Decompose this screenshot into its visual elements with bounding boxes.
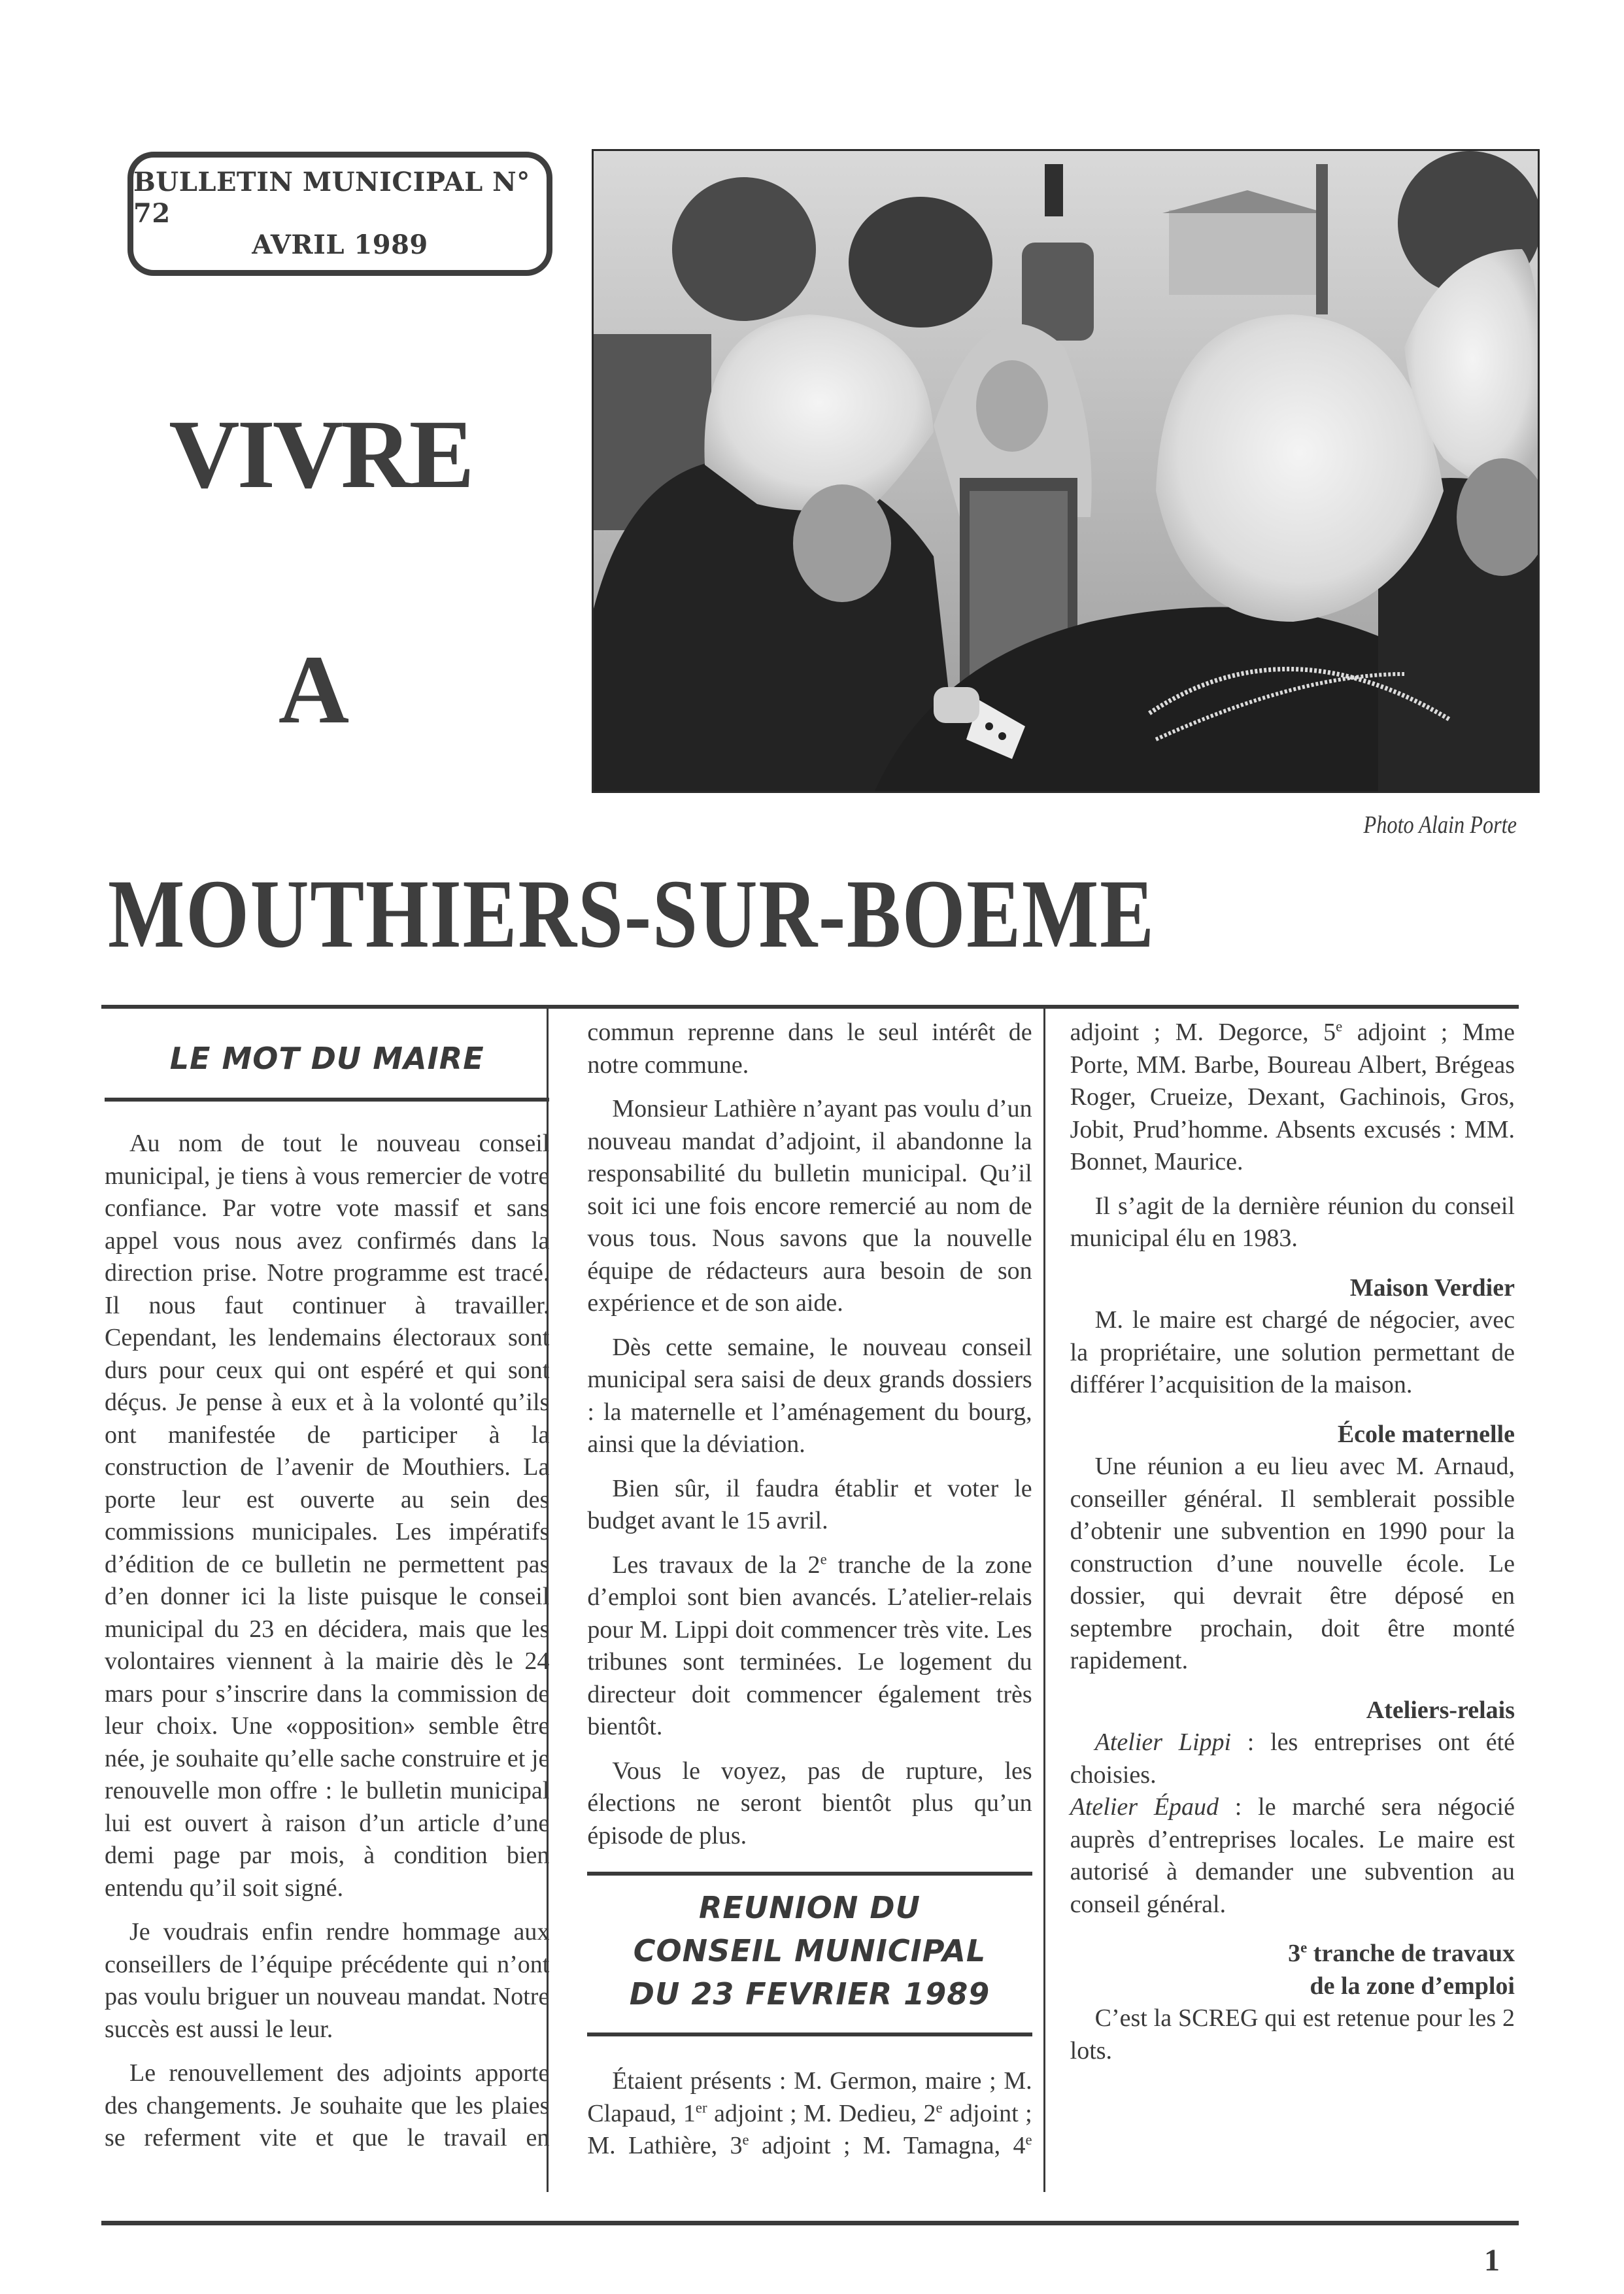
bulletin-issue-box <box>127 152 552 276</box>
top-rule <box>101 1005 1519 1009</box>
article-paragraph <box>1070 1791 1515 1921</box>
superscript: e <box>1336 1018 1343 1035</box>
text-run: 3 <box>1288 1940 1301 1967</box>
superscript: e <box>742 2131 749 2148</box>
text-run: : les entreprises ont été choisies. <box>1070 1729 1515 1789</box>
reunion-header <box>587 1872 1032 2036</box>
reunion-title <box>587 1876 1032 2033</box>
superscript: e <box>1025 2131 1032 2148</box>
article-paragraph: Monsieur Lathière n’ayant pas voulu d’un nouveau mandat d’adjoint, il abandonne la responsabilité du bulletin municipal. Qu’il soit ici une fois encore remercié au nom de vous tous. Nous savons que la nouvelle équipe de rédacteurs aura besoin de son expérience et de son aide. <box>587 1095 1032 1317</box>
text-run: de la zone d’emploi <box>1310 1972 1515 2000</box>
article-paragraph: Au nom de tout le nouveau conseil municipal, je tiens à vous remercier de votre confiance. Par votre vote massif et sans appel vous nous avez confirmés dans la direction prise. Notre programme est tracé. Il nous faut continuer à travailler. Cependant, les lendemains électoraux sont durs pour ceux qui ont espéré et qui sont déçus. Je pense à eux et à la volonté qu’ils ont manifestée de participer à la construction de l’avenir de Mouthiers. La porte leur est ouverte au sein des commissions municipales. Les impératifs d’édition de ce bulletin ne permettent pas d’en donner ici la liste puisque le conseil municipal du 23 en décidera, mais que les volontaires viennent à la mairie dès le 24 mars pour s’inscrire dans la commission de leur choix. Une «opposition» semble être née, je souhaite qu’elle sache construire et je renouvelle mon offre : le bulletin municipal lui est ouvert à raison d’un article d’une demi page par mois, à condition bien entendu qu’il soit signé. <box>105 1130 550 1902</box>
article-paragraph <box>1070 1727 1515 1791</box>
article-paragraph: Vous le voyez, pas de rupture, les élections ne seront bientôt plus qu’un épisode de plus. <box>587 1757 1032 1849</box>
headline-town-name: MOUTHIERS-SUR-BOEME <box>108 860 1155 968</box>
photo-credit: Photo Alain Porte <box>1363 811 1517 839</box>
article-paragraph: M. le maire est chargé de négocier, avec la propriétaire, une solution permettant de différer l’acquisition de la maison. <box>1070 1306 1515 1398</box>
headline-word-vivre: VIVRE <box>169 400 472 509</box>
page-number: 1 <box>1484 2243 1500 2278</box>
reunion-title-line: DU 23 FEVRIER 1989 <box>629 1976 990 2012</box>
article-paragraph: Bien sûr, il faudra établir et voter le budget avant le 15 avril. <box>587 1474 1032 1534</box>
bulletin-number: BULLETIN MUNICIPAL N° 72 <box>133 167 530 229</box>
text-run: adjoint ; M. Lathière, 3 <box>587 2099 1032 2159</box>
atelier-label: Atelier Épaud <box>1070 1793 1219 1821</box>
superscript: e <box>820 1550 827 1567</box>
superscript: e <box>936 2099 943 2116</box>
bulletin-date: AVRIL 1989 <box>252 229 428 260</box>
mot-du-maire-header <box>105 1031 549 1102</box>
bottom-rule <box>101 2221 1519 2225</box>
text-run: adjoint ; M. Degorce, 5 <box>1070 1019 1336 1046</box>
text-run: adjoint ; M. Dedieu, 2 <box>707 2099 936 2127</box>
reunion-title-line: CONSEIL MUNICIPAL <box>633 1933 987 1968</box>
subhead-ecole-maternelle: École maternelle <box>1337 1420 1515 1448</box>
article-paragraph: Une réunion a eu lieu avec M. Arnaud, conseiller général. Il semblerait possible d’obtenir une subvention en 1990 pour la construction d’une nouvelle école. Le dossier, qui devrait être déposé en septembre prochain, doit être monté rapidement. <box>1070 1453 1515 1674</box>
article-paragraph: Il s’agit de la dernière réunion du conseil municipal élu en 1983. <box>1070 1192 1515 1252</box>
article-columns <box>105 1017 1515 2187</box>
article-paragraph: Je voudrais enfin rendre hommage aux conseillers de l’équipe précédente qui n’ont pas voulu briguer un nouveau mandat. Notre succès est aussi le leur. <box>105 1918 550 2043</box>
superscript: e <box>1300 1939 1308 1956</box>
section-rule <box>587 2033 1032 2036</box>
article-paragraph <box>587 1549 1032 1744</box>
text-run: Les travaux de la 2 <box>612 1551 820 1579</box>
subhead-ateliers-relais: Ateliers-relais <box>1366 1696 1515 1724</box>
article-paragraph: Le renouvellement des adjoints apporte des changements. Je souhaite que les plaies se referment vite et que le travail en commun reprenne dans le seul intérêt de notre commune. <box>105 1019 1032 2151</box>
text-run: adjoint ; Mme Porte, MM. Barbe, Boureau Albert, Brégeas Roger, Crueize, Dexant, Gachinois, Gros, Jobit, Prud’homme. Absents excusés : MM. Bonnet, Maurice. <box>1070 1019 1515 1175</box>
text-run: Étaient présents : M. Germon, maire ; M. Clapaud, 1 <box>587 2067 1032 2127</box>
reunion-title-line: REUNION DU <box>699 1890 921 1925</box>
text-run: tranche de la zone d’emploi sont bien avancés. L’atelier-relais pour M. Lippi doit commencer très vite. Les tribunes sont terminées. Le logement du directeur doit commencer également très bientôt. <box>587 1551 1032 1740</box>
text-run: adjoint ; M. Tamagna, 4 <box>749 2132 1026 2159</box>
section-rule <box>105 1098 549 1102</box>
subhead-maison-verdier: Maison Verdier <box>1349 1274 1515 1302</box>
subhead-tranche-travaux <box>1070 1938 1515 2002</box>
photo-image <box>594 151 1538 791</box>
article-paragraph: C’est la SCREG qui est retenue pour les 2 lots. <box>1070 2004 1515 2065</box>
text-run: : le marché sera négocié auprès d’entreprises locales. Le maire est autorisé à demander une subvention au conseil général. <box>1070 1793 1515 1918</box>
article-paragraph: Dès cette semaine, le nouveau conseil municipal sera saisi de deux grands dossiers : la maternelle et l’aménagement du bourg, ainsi que la déviation. <box>587 1333 1032 1458</box>
text-run: tranche de travaux <box>1307 1940 1515 1967</box>
headline-word-a: A <box>278 635 350 744</box>
mot-du-maire-title: LE MOT DU MAIRE <box>169 1041 484 1076</box>
atelier-label: Atelier Lippi <box>1094 1729 1232 1756</box>
superscript: er <box>695 2099 707 2116</box>
photo-traditional-costumes <box>592 149 1540 793</box>
